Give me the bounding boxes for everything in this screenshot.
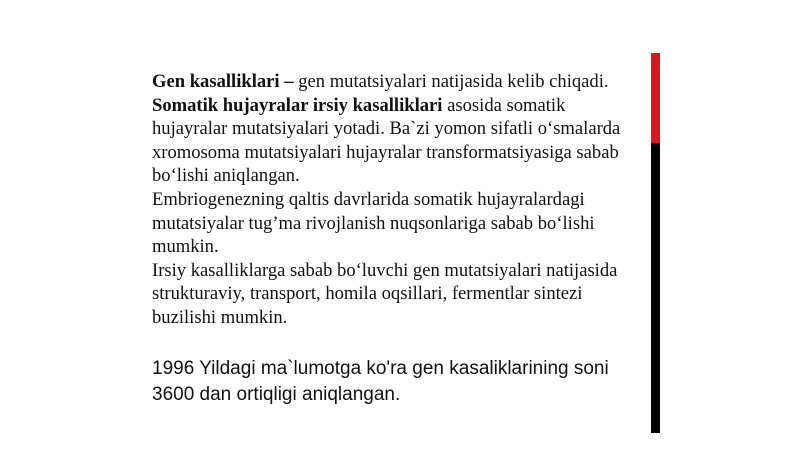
accent-bar-black bbox=[651, 143, 660, 433]
term-somatik-kasalliklari: Somatik hujayralar irsiy kasalliklari bbox=[152, 94, 443, 116]
paragraph-embriogenez: Embriogenezning qaltis davrlarida somatik hujayralardagi mutatsiyalar tugʼma rivojlanish nuqsonlariga sabab boʻlishi mumkin. bbox=[152, 188, 595, 258]
paragraph-somatik bbox=[152, 94, 642, 188]
paragraph-gen-kasalliklari bbox=[152, 70, 642, 94]
definition-somatik: asosida somatik hujayralar mutatsiyalari yotadi. Ba`zi yomon sifatli oʻsmalarda xromosoma mutatsiyalari hujayralar transformatsiyasiga sabab boʻlishi aniqlangan. bbox=[152, 94, 621, 187]
accent-bar-red bbox=[651, 53, 660, 143]
paragraph-1996: 1996 Yildagi ma`lumotga ko'ra gen kasaliklarining soni 3600 dan ortiqligi aniqlangan. bbox=[152, 358, 609, 405]
term-gen-kasalliklari: Gen kasalliklari – bbox=[152, 71, 294, 92]
statistic-text bbox=[152, 356, 652, 408]
paragraph-irsiy: Irsiy kasalliklarga sabab boʻluvchi gen mutatsiyalari natijasida strukturaviy, transport, homila oqsillari, fermentlar sintezi buzilishi mumkin. bbox=[152, 259, 618, 328]
definition-gen-kasalliklari: gen mutatsiyalari natijasida kelib chiqadi. bbox=[293, 71, 609, 92]
main-text bbox=[152, 70, 642, 330]
